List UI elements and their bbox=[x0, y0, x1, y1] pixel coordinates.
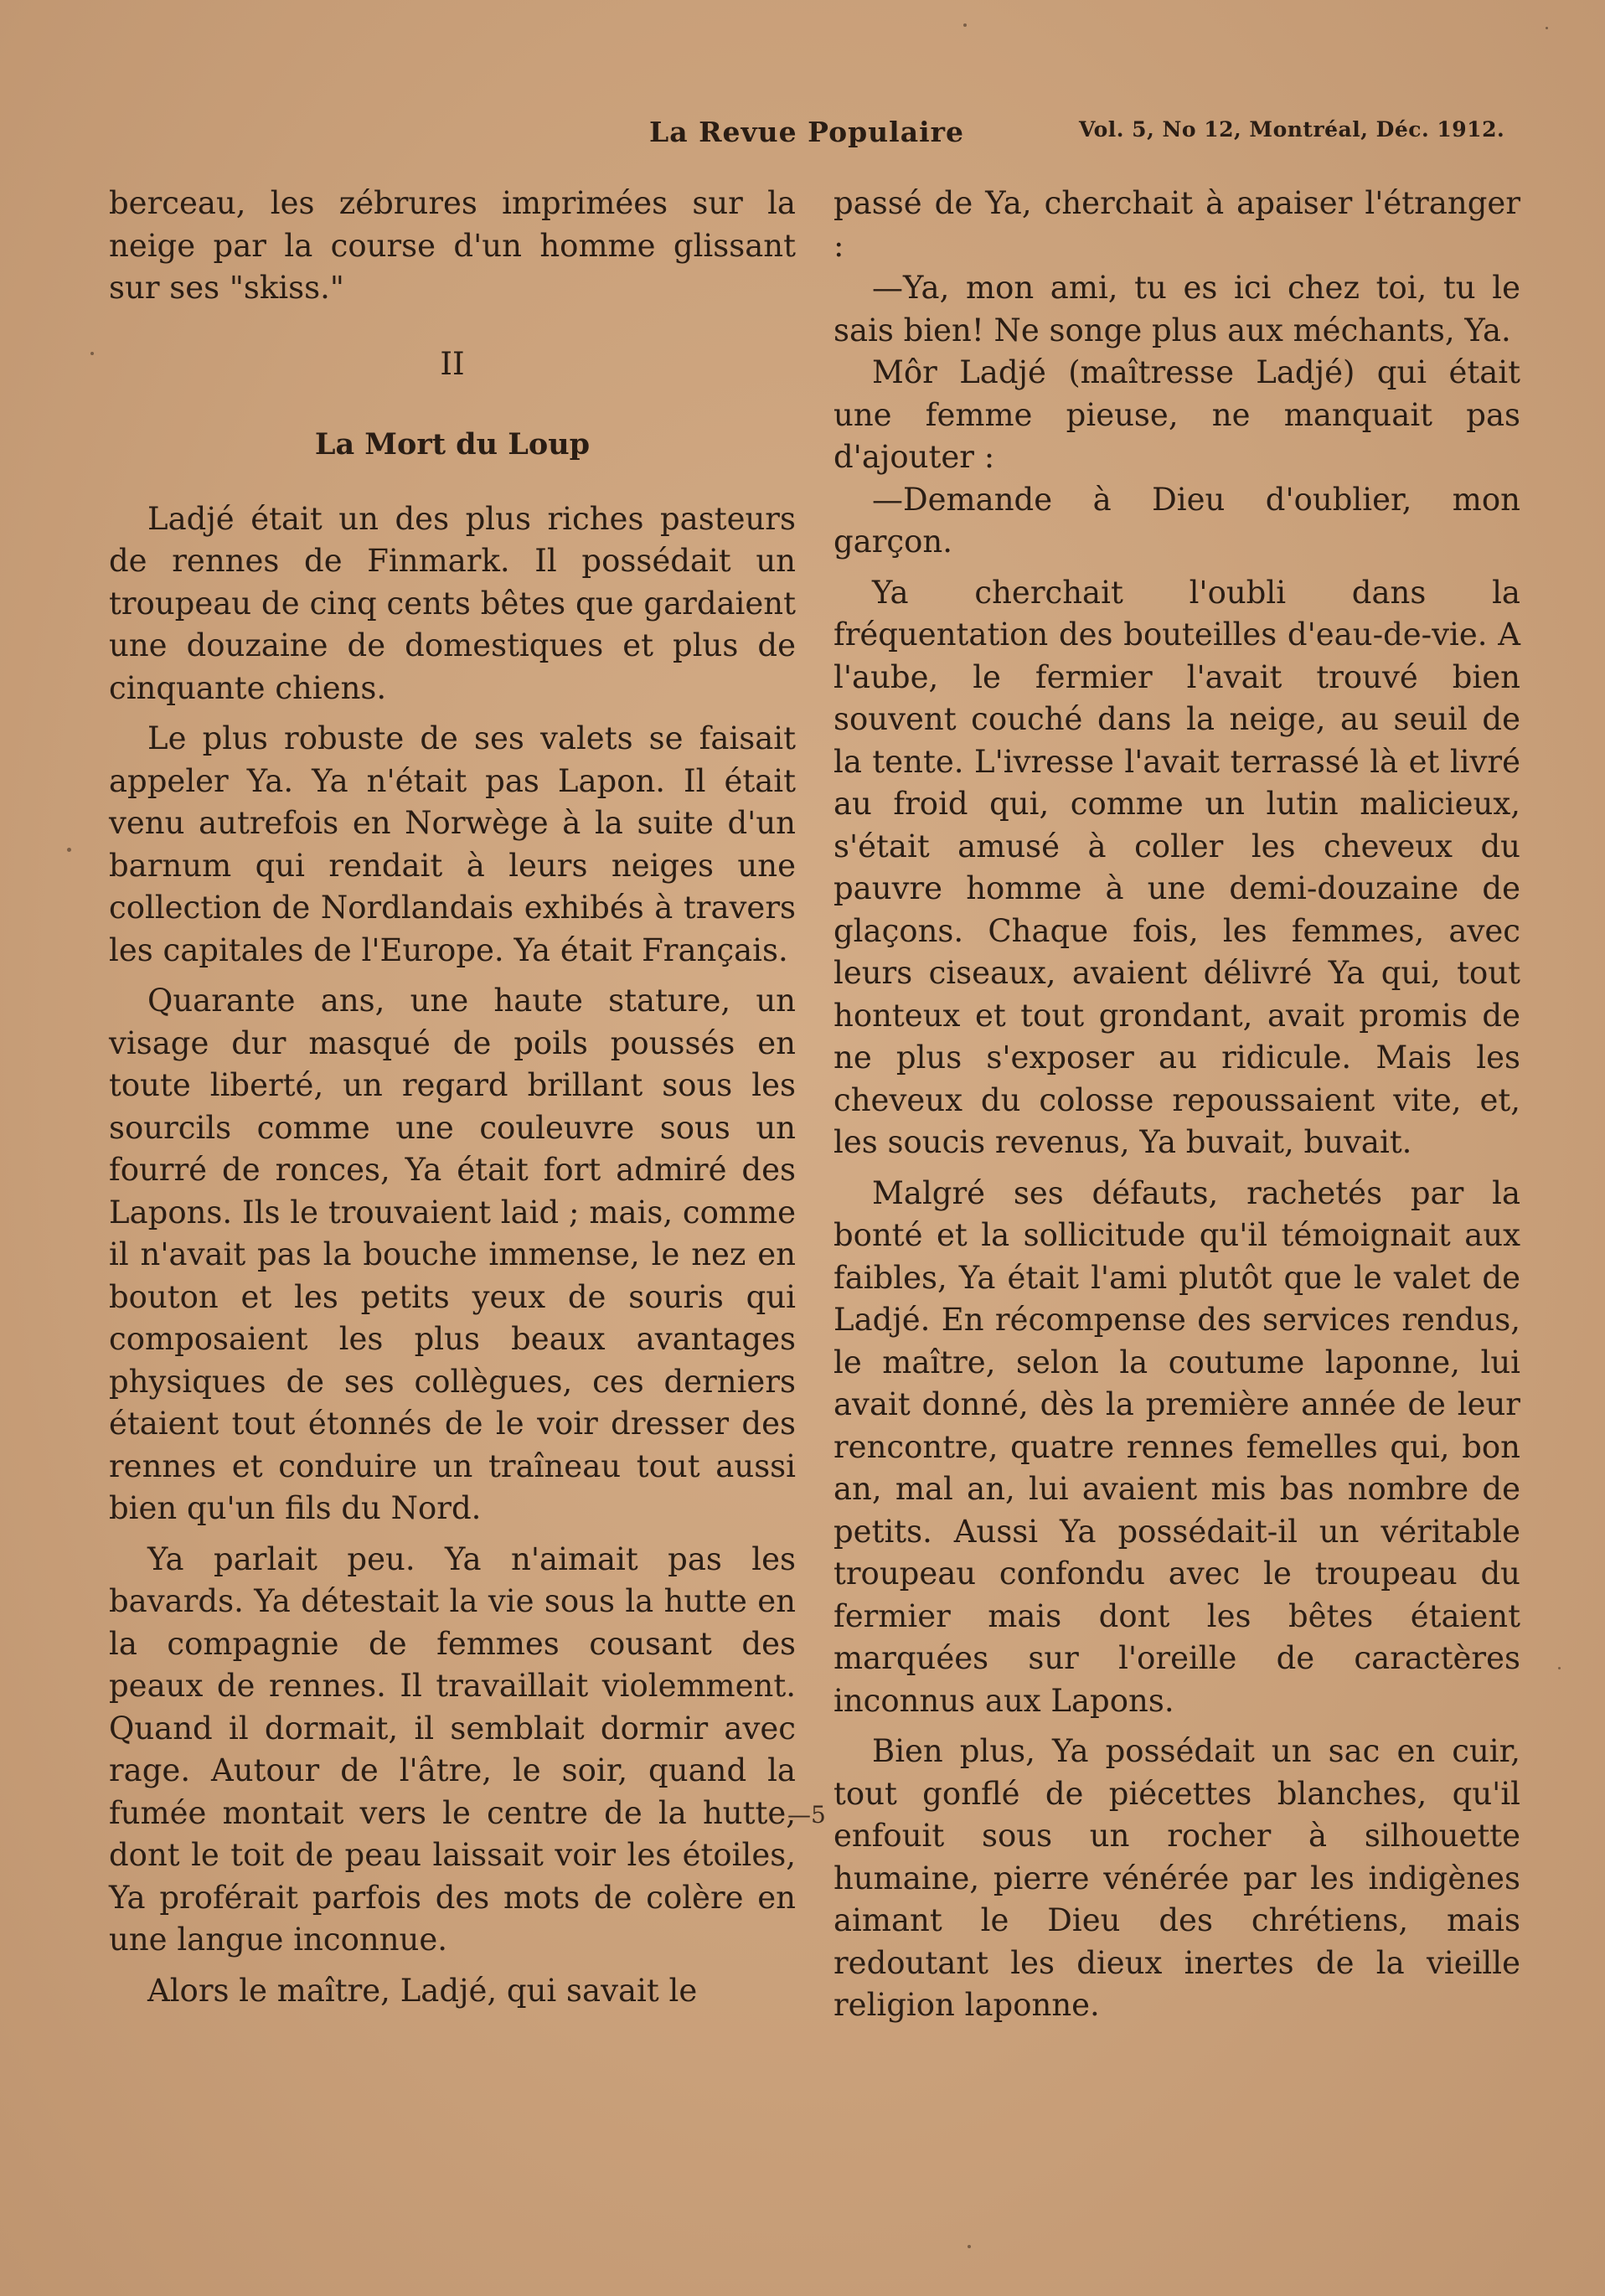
paragraph: Quarante ans, une haute stature, un visage dur masqué de poils poussés en toute liberté, un regard brillant sous les sourcils comme une couleuvre sous un fourré de ronces, Ya était fort admiré des Lapons. Ils le trouvaient laid ; mais, comme il n'avait pas la bouche immense, le nez en bouton et les petits yeux de souris qui composaient les plus beaux avantages physiques de ses collègues, ces derniers étaient tout étonnés de le voir dresser des rennes et conduire un traîneau tout aussi bien qu'un fils du Nord. bbox=[109, 983, 796, 1526]
paragraph: Bien plus, Ya possédait un sac en cuir, tout gonflé de piécettes blanches, qu'il enfouit sous un rocher à silhouette humaine, pierre vénérée par les indigènes aimant le Dieu des chrétiens, mais redoutant les dieux inertes de la vieille religion laponne. bbox=[833, 1733, 1520, 2023]
paper-speck bbox=[67, 848, 71, 852]
paper-speck bbox=[963, 23, 967, 27]
right-column bbox=[833, 183, 1520, 2027]
running-header bbox=[0, 116, 1605, 149]
issue-info: Vol. 5, No 12, Montréal, Déc. 1912. bbox=[1079, 117, 1505, 142]
journal-title: La Revue Populaire bbox=[649, 116, 964, 148]
paragraph: Môr Ladjé (maîtresse Ladjé) qui était une femme pieuse, ne manquait pas d'ajouter : bbox=[833, 354, 1520, 475]
paper-speck bbox=[968, 2245, 971, 2248]
paragraph: Malgré ses défauts, rachetés par la bonté et la sollicitude qu'il témoignait aux faibles, Ya était l'ami plutôt que le valet de Ladjé. En récompense des services rendus, le maître, selon la coutume laponne, lui avait donné, dès la première année de leur rencontre, quatre rennes femelles qui, bon an, mal an, lui avaient mis bas nombre de petits. Aussi Ya possédait-il un véritable troupeau confondu avec le troupeau du fermier mais dont les bêtes étaient marquées sur l'oreille de caractères inconnus aux Lapons. bbox=[833, 1174, 1520, 1719]
paragraph: —Demande à Dieu d'oublier, mon garçon. bbox=[833, 481, 1520, 560]
paragraph: Le plus robuste de ses valets se faisait appeler Ya. Ya n'était pas Lapon. Il était venu autrefois en Norwège à la suite d'un barnum qui rendait à leurs neiges une collection de Nordlandais exhibés à travers les capitales de l'Europe. Ya était Français. bbox=[109, 720, 796, 968]
paragraph: Ya cherchait l'oubli dans la fréquentation des bouteilles d'eau-de-vie. A l'aube, le fermier l'avait trouvé bien souvent couché dans la neige, au seuil de la tente. L'ivresse l'avait terrassé là et livré au froid qui, comme un lutin malicieux, s'était amusé à coller les cheveux du pauvre homme à une demi-douzaine de glaçons. Chaque fois, les femmes, avec leurs ciseaux, avaient délivré Ya qui, tout honteux et tout grondant, avait promis de ne plus s'exposer au ridicule. Mais les cheveux du colosse repoussaient vite, et, les soucis revenus, Ya buvait, buvait. bbox=[833, 574, 1520, 1160]
paper-speck bbox=[1558, 1667, 1561, 1669]
paragraph: Ya parlait peu. Ya n'aimait pas les bavards. Ya détestait la vie sous la hutte en la compagnie de femmes cousant des peaux de rennes. Il travaillait violemment. Quand il dormait, il semblait dormir avec rage. Autour de l'âtre, le soir, quand la fumée montait vers le centre de la hutte, dont le toit de peau laissait voir les étoiles, Ya proférait parfois des mots de colère en une langue inconnue. bbox=[109, 1540, 796, 1958]
paragraph: Alors le maître, Ladjé, qui savait le bbox=[147, 1972, 698, 2009]
paragraph: berceau, les zébrures imprimées sur la neige par la course d'un homme glissant sur ses "skiss." bbox=[109, 185, 796, 306]
paragraph: —Ya, mon ami, tu es ici chez toi, tu le sais bien! Ne songe plus aux méchants, Ya. bbox=[833, 270, 1520, 348]
section-title: La Mort du Loup bbox=[314, 427, 591, 462]
paragraph: passé de Ya, cherchait à apaiser l'étranger : bbox=[833, 185, 1520, 264]
paper-speck bbox=[1546, 27, 1548, 29]
left-column bbox=[109, 183, 796, 2012]
paragraph: Ladjé était un des plus riches pasteurs de rennes de Finmark. Il possédait un troupeau de cinq cents bêtes que gardaient une douzaine de domestiques et plus de cinquante chiens. bbox=[109, 500, 796, 706]
page-number: —5 bbox=[787, 1801, 826, 1829]
section-number: II bbox=[440, 345, 465, 382]
paper-speck bbox=[90, 352, 94, 355]
